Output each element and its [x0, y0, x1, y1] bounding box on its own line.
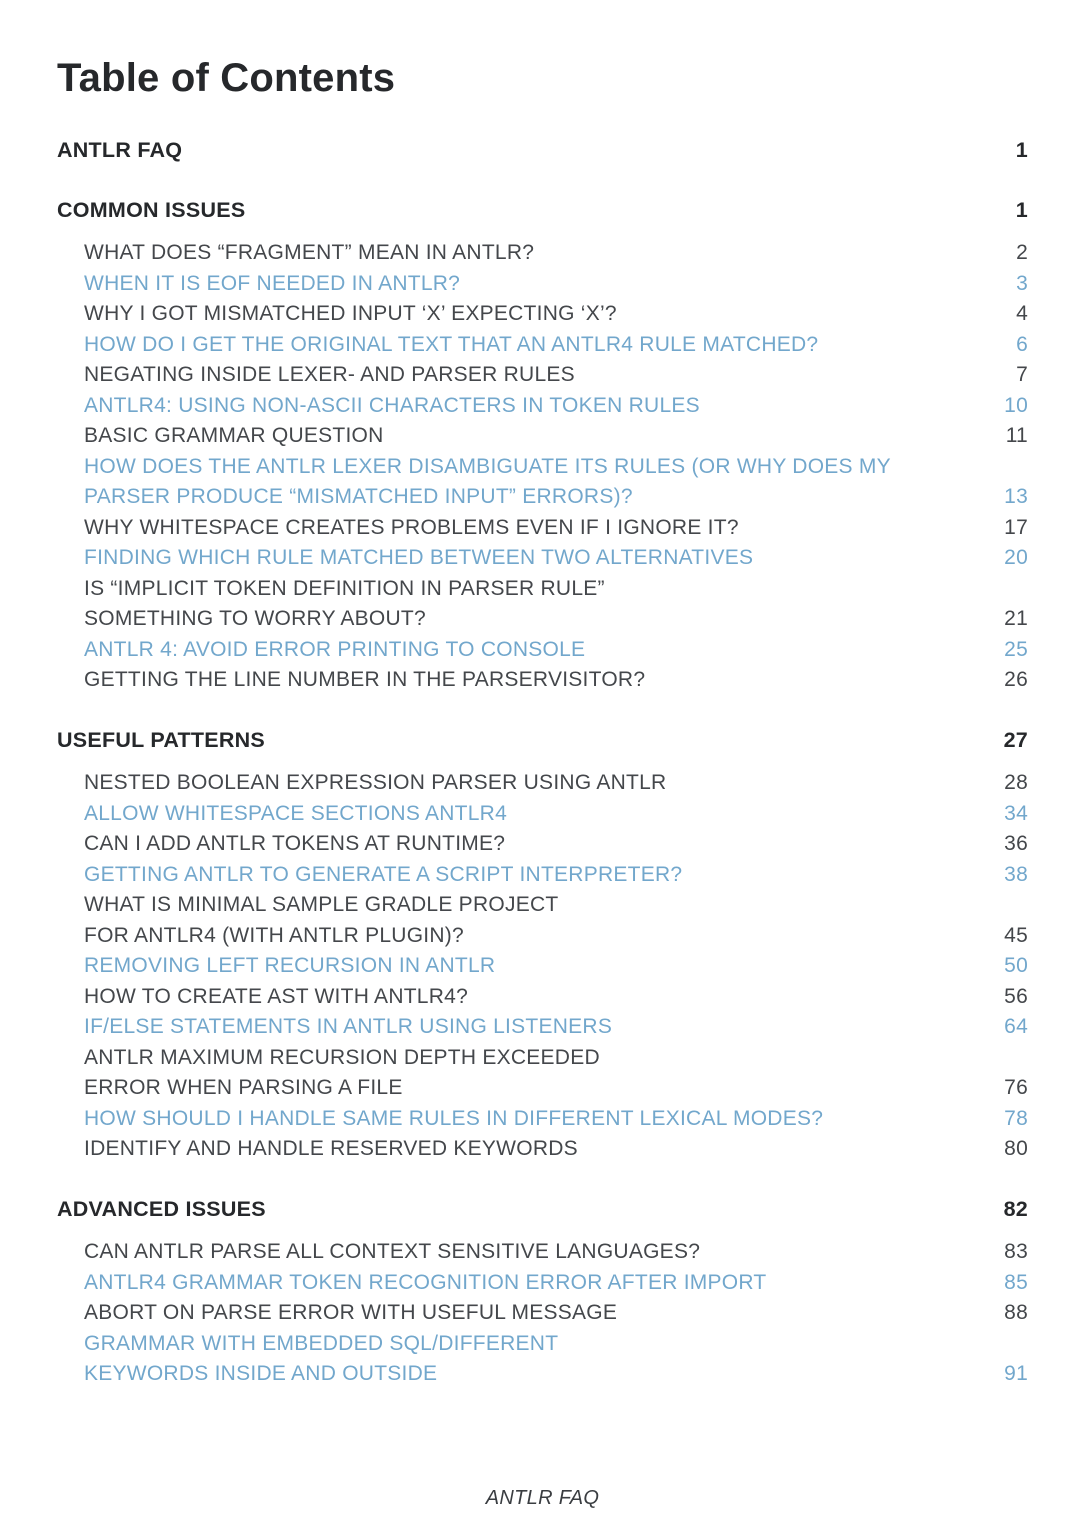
- toc-entry-page-number: 26: [1004, 668, 1028, 691]
- toc-entry-row[interactable]: [57, 1073, 1028, 1104]
- toc-entry-label: IS “IMPLICIT TOKEN DEFINITION IN PARSER RULE”: [84, 576, 605, 600]
- toc-entry-page-number: 80: [1004, 1137, 1028, 1160]
- toc-entry-label: GETTING ANTLR TO GENERATE A SCRIPT INTERPRETER?: [84, 862, 683, 886]
- toc-entry-row[interactable]: [57, 1237, 1028, 1268]
- toc-entry-row[interactable]: [57, 665, 1028, 696]
- toc-entry-label: SOMETHING TO WORRY ABOUT?: [84, 607, 426, 630]
- toc-entry-row[interactable]: [57, 452, 1028, 483]
- toc-entry-label: WHY I GOT MISMATCHED INPUT ‘X’ EXPECTING ‘X’?: [84, 302, 617, 325]
- toc-entry-page-number: 2: [1016, 241, 1028, 264]
- toc-entry-page-number: 76: [1004, 1076, 1028, 1099]
- toc-entry-page-number: 28: [1004, 771, 1028, 794]
- toc-section-label: COMMON ISSUES: [57, 197, 246, 222]
- toc-entry-row[interactable]: [57, 1359, 1028, 1390]
- page-footer: ANTLR FAQ: [485, 1487, 600, 1509]
- toc-entry-label: ANTLR 4: AVOID ERROR PRINTING TO CONSOLE: [84, 637, 586, 661]
- toc-entry-page-number: 38: [1004, 862, 1028, 886]
- toc-entry-label: ABORT ON PARSE ERROR WITH USEFUL MESSAGE: [84, 1301, 618, 1324]
- toc-entry-label: HOW DOES THE ANTLR LEXER DISAMBIGUATE ITS RULES (OR WHY DOES MY: [84, 454, 891, 478]
- toc-entry-row[interactable]: [57, 799, 1028, 830]
- toc-entry-page-number: 88: [1004, 1301, 1028, 1324]
- toc-entry-row[interactable]: [57, 482, 1028, 513]
- toc-entry-row[interactable]: [57, 829, 1028, 860]
- toc-entry-label: NESTED BOOLEAN EXPRESSION PARSER USING ANTLR: [84, 771, 667, 794]
- toc-entry-label: HOW DO I GET THE ORIGINAL TEXT THAT AN ANTLR4 RULE MATCHED?: [84, 332, 819, 356]
- toc-entry-page-number: 3: [1016, 271, 1028, 295]
- toc-entry-row[interactable]: [57, 768, 1028, 799]
- toc-entry-label: ERROR WHEN PARSING A FILE: [84, 1076, 403, 1099]
- toc-entry-page-number: 21: [1004, 607, 1028, 630]
- toc-entry-page-number: 50: [1004, 954, 1028, 977]
- toc-entry-page-number: 56: [1004, 984, 1028, 1008]
- toc-entry-label: GRAMMAR WITH EMBEDDED SQL/DIFFERENT: [84, 1331, 559, 1355]
- toc-entry-label: WHAT DOES “FRAGMENT” MEAN IN ANTLR?: [84, 241, 535, 264]
- toc-entry-label: CAN I ADD ANTLR TOKENS AT RUNTIME?: [84, 832, 506, 855]
- toc-entry-row[interactable]: [57, 513, 1028, 544]
- toc-entry-page-number: 78: [1004, 1106, 1028, 1130]
- toc-entry-page-number: 34: [1004, 801, 1028, 825]
- toc-entry-row[interactable]: [57, 421, 1028, 452]
- toc-entry-label: NEGATING INSIDE LEXER- AND PARSER RULES: [84, 363, 575, 386]
- toc-entry-row[interactable]: [57, 1329, 1028, 1360]
- toc-entry-row[interactable]: [57, 1043, 1028, 1074]
- toc-entry-label: WHY WHITESPACE CREATES PROBLEMS EVEN IF I IGNORE IT?: [84, 515, 739, 539]
- page-title: Table of Contents: [57, 56, 396, 100]
- toc-entry-label: ANTLR4 GRAMMAR TOKEN RECOGNITION ERROR AFTER IMPORT: [84, 1270, 767, 1294]
- toc-entry-label: ANTLR MAXIMUM RECURSION DEPTH EXCEEDED: [84, 1045, 600, 1069]
- toc-entry-label: REMOVING LEFT RECURSION IN ANTLR: [84, 954, 496, 977]
- toc-entry-page-number: 85: [1004, 1270, 1028, 1294]
- toc-entry-page-number: 7: [1016, 363, 1028, 386]
- toc-entry-page-number: 91: [1004, 1362, 1028, 1385]
- toc-section-row[interactable]: [57, 725, 1028, 756]
- toc-entry-page-number: 6: [1016, 332, 1028, 356]
- toc-entry-label: ALLOW WHITESPACE SECTIONS ANTLR4: [84, 801, 508, 825]
- toc-entry-page-number: 13: [1004, 485, 1028, 508]
- toc-entry-row[interactable]: [57, 574, 1028, 605]
- toc-entry-page-number: 83: [1004, 1240, 1028, 1263]
- toc-entry-page-number: 10: [1004, 393, 1028, 417]
- toc-entry-page-number: 45: [1004, 923, 1028, 947]
- toc-entry-row[interactable]: [57, 543, 1028, 574]
- toc-entry-row[interactable]: [57, 1134, 1028, 1165]
- toc-entry-label: PARSER PRODUCE “MISMATCHED INPUT” ERRORS)?: [84, 485, 633, 508]
- toc-section-row[interactable]: [57, 195, 1028, 226]
- toc-entry-row[interactable]: [57, 890, 1028, 921]
- toc-entry-row[interactable]: [57, 1298, 1028, 1329]
- toc-entry-row[interactable]: [57, 360, 1028, 391]
- toc-entry-label: IDENTIFY AND HANDLE RESERVED KEYWORDS: [84, 1137, 578, 1160]
- toc-entry-page-number: 17: [1004, 515, 1028, 539]
- toc-entry-row[interactable]: [57, 330, 1028, 361]
- toc-entry-row[interactable]: [57, 269, 1028, 300]
- toc-entry-row[interactable]: [57, 604, 1028, 635]
- toc-entry-label: CAN ANTLR PARSE ALL CONTEXT SENSITIVE LANGUAGES?: [84, 1240, 701, 1263]
- toc-entry-row[interactable]: [57, 1012, 1028, 1043]
- toc-section-page-number: 1: [1015, 197, 1028, 222]
- toc-entry-label: BASIC GRAMMAR QUESTION: [84, 424, 384, 447]
- toc-entry-label: WHAT IS MINIMAL SAMPLE GRADLE PROJECT: [84, 893, 559, 916]
- toc-entry-label: GETTING THE LINE NUMBER IN THE PARSERVISITOR?: [84, 668, 646, 691]
- toc-entry-row[interactable]: [57, 982, 1028, 1013]
- toc-section-page-number: 82: [1003, 1196, 1028, 1221]
- toc-section-row[interactable]: [57, 135, 1028, 166]
- toc-list: [57, 135, 1028, 1390]
- toc-entry-row[interactable]: [57, 391, 1028, 422]
- toc-entry-page-number: 4: [1016, 302, 1028, 325]
- toc-section-page-number: 1: [1015, 138, 1028, 162]
- toc-entry-page-number: 36: [1004, 832, 1028, 855]
- toc-entry-label: HOW TO CREATE AST WITH ANTLR4?: [84, 984, 469, 1008]
- toc-section-page-number: 27: [1003, 727, 1028, 752]
- toc-entry-row[interactable]: [57, 951, 1028, 982]
- toc-entry-label: IF/ELSE STATEMENTS IN ANTLR USING LISTENERS: [84, 1015, 613, 1038]
- toc-entry-row[interactable]: [57, 1268, 1028, 1299]
- toc-entry-page-number: 11: [1005, 424, 1028, 447]
- toc-entry-row[interactable]: [57, 635, 1028, 666]
- toc-entry-row[interactable]: [57, 1104, 1028, 1135]
- toc-entry-label: ANTLR4: USING NON-ASCII CHARACTERS IN TOKEN RULES: [84, 393, 700, 417]
- toc-entry-label: HOW SHOULD I HANDLE SAME RULES IN DIFFERENT LEXICAL MODES?: [84, 1106, 824, 1130]
- toc-section-label: ANTLR FAQ: [57, 138, 183, 162]
- toc-entry-label: FOR ANTLR4 (WITH ANTLR PLUGIN)?: [84, 923, 464, 947]
- toc-entry-row[interactable]: [57, 860, 1028, 891]
- toc-section-label: USEFUL PATTERNS: [57, 727, 266, 752]
- toc-entry-label: KEYWORDS INSIDE AND OUTSIDE: [84, 1362, 438, 1385]
- toc-entry-row[interactable]: [57, 921, 1028, 952]
- toc-entry-label: WHEN IT IS EOF NEEDED IN ANTLR?: [84, 271, 461, 295]
- toc-entry-row[interactable]: [57, 238, 1028, 269]
- toc-section-row[interactable]: [57, 1194, 1028, 1225]
- toc-entry-row[interactable]: [57, 299, 1028, 330]
- toc-entry-page-number: 20: [1004, 546, 1028, 569]
- toc-section-label: ADVANCED ISSUES: [57, 1196, 266, 1221]
- toc-entry-label: FINDING WHICH RULE MATCHED BETWEEN TWO ALTERNATIVES: [84, 546, 754, 569]
- toc-entry-page-number: 25: [1004, 637, 1028, 661]
- toc-entry-page-number: 64: [1004, 1015, 1028, 1038]
